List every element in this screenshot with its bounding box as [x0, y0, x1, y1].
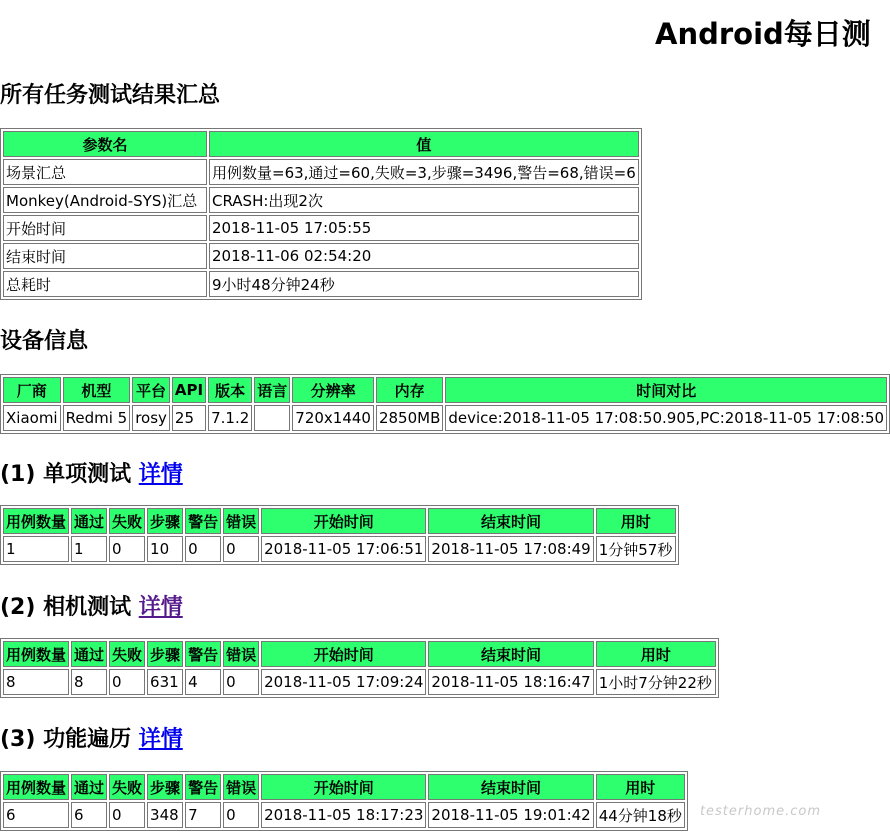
- column-header: 失败: [109, 774, 145, 800]
- column-header: 步骤: [147, 774, 183, 800]
- column-header: 参数名: [3, 131, 207, 157]
- table-header-row: [3, 377, 887, 403]
- resolution-cell: 720x1440: [292, 405, 374, 431]
- param-name-cell: 场景汇总: [3, 159, 207, 185]
- column-header: 错误: [223, 774, 259, 800]
- end-time-cell: 2018-11-05 18:16:47: [428, 669, 593, 695]
- passed-cell: 1: [71, 536, 107, 562]
- column-header: 结束时间: [428, 774, 593, 800]
- column-header: 用例数量: [3, 641, 69, 667]
- table-row: [3, 243, 639, 269]
- column-header: 通过: [71, 508, 107, 534]
- param-name-cell: Monkey(Android-SYS)汇总: [3, 187, 207, 213]
- table-row: [3, 405, 887, 431]
- case-count-cell: 1: [3, 536, 69, 562]
- column-header: 通过: [71, 641, 107, 667]
- column-header: 警告: [185, 508, 221, 534]
- column-header: 错误: [223, 641, 259, 667]
- column-header: 用时: [596, 774, 685, 800]
- task-heading: [0, 457, 183, 488]
- table-header-row: [3, 508, 676, 534]
- column-header: 开始时间: [261, 508, 426, 534]
- column-header: 分辨率: [292, 377, 374, 403]
- task-heading: [0, 590, 183, 621]
- column-header: 错误: [223, 508, 259, 534]
- page-title: Android每日测: [655, 17, 871, 51]
- column-header: 版本: [208, 377, 252, 403]
- end-time-cell: 2018-11-05 19:01:42: [428, 802, 593, 828]
- start-time-cell: 2018-11-05 17:06:51: [261, 536, 426, 562]
- memory-cell: 2850MB: [376, 405, 443, 431]
- column-header: 平台: [132, 377, 170, 403]
- version-cell: 7.1.2: [208, 405, 252, 431]
- warnings-cell: 7: [185, 802, 221, 828]
- device-table: [0, 374, 890, 434]
- api-cell: 25: [172, 405, 206, 431]
- param-name-cell: 总耗时: [3, 271, 207, 297]
- column-header: 警告: [185, 774, 221, 800]
- column-header: 警告: [185, 641, 221, 667]
- steps-cell: 10: [147, 536, 183, 562]
- column-header: 步骤: [147, 508, 183, 534]
- column-header: 厂商: [3, 377, 61, 403]
- task-heading: [0, 722, 183, 753]
- column-header: 开始时间: [261, 774, 426, 800]
- model-cell: Redmi 5: [63, 405, 131, 431]
- steps-cell: 631: [147, 669, 183, 695]
- table-header-row: [3, 774, 685, 800]
- duration-cell: 1分钟57秒: [596, 536, 676, 562]
- column-header: 用例数量: [3, 508, 69, 534]
- table-row: [3, 802, 685, 828]
- column-header: 内存: [376, 377, 443, 403]
- table-header-row: [3, 641, 716, 667]
- start-time-cell: 2018-11-05 18:17:23: [261, 802, 426, 828]
- column-header: 用时: [596, 508, 676, 534]
- warnings-cell: 0: [185, 536, 221, 562]
- param-value-cell: CRASH:出现2次: [209, 187, 639, 213]
- time-compare-cell: device:2018-11-05 17:08:50.905,PC:2018-11-05 17:08:50: [445, 405, 887, 431]
- passed-cell: 8: [71, 669, 107, 695]
- table-header-row: [3, 131, 639, 157]
- errors-cell: 0: [223, 536, 259, 562]
- platform-cell: rosy: [132, 405, 170, 431]
- case-count-cell: 8: [3, 669, 69, 695]
- details-link[interactable]: 详情: [138, 727, 183, 752]
- details-link[interactable]: 详情: [138, 462, 183, 487]
- task-title: (3) 功能遍历: [0, 727, 132, 752]
- passed-cell: 6: [71, 802, 107, 828]
- task-result-table: [0, 771, 688, 831]
- table-row: [3, 187, 639, 213]
- vendor-cell: Xiaomi: [3, 405, 61, 431]
- task-result-table: [0, 505, 679, 565]
- column-header: 结束时间: [428, 508, 593, 534]
- column-header: 用时: [596, 641, 716, 667]
- param-name-cell: 开始时间: [3, 215, 207, 241]
- column-header: 时间对比: [445, 377, 887, 403]
- column-header: 结束时间: [428, 641, 593, 667]
- column-header: 语言: [254, 377, 290, 403]
- column-header: 失败: [109, 641, 145, 667]
- task-title: (2) 相机测试: [0, 595, 132, 620]
- param-value-cell: 用例数量=63,通过=60,失败=3,步骤=3496,警告=68,错误=6: [209, 159, 639, 185]
- steps-cell: 348: [147, 802, 183, 828]
- table-row: [3, 159, 639, 185]
- warnings-cell: 4: [185, 669, 221, 695]
- column-header: 用例数量: [3, 774, 69, 800]
- watermark: testerhome.com: [699, 804, 821, 819]
- summary-heading: 所有任务测试结果汇总: [0, 83, 221, 108]
- column-header: 开始时间: [261, 641, 426, 667]
- param-value-cell: 2018-11-05 17:05:55: [209, 215, 639, 241]
- column-header: 值: [209, 131, 639, 157]
- column-header: 机型: [63, 377, 131, 403]
- case-count-cell: 6: [3, 802, 69, 828]
- start-time-cell: 2018-11-05 17:09:24: [261, 669, 426, 695]
- param-name-cell: 结束时间: [3, 243, 207, 269]
- task-result-table: [0, 638, 719, 698]
- end-time-cell: 2018-11-05 17:08:49: [428, 536, 593, 562]
- errors-cell: 0: [223, 802, 259, 828]
- table-row: [3, 215, 639, 241]
- details-link[interactable]: 详情: [138, 595, 183, 620]
- failed-cell: 0: [109, 802, 145, 828]
- duration-cell: 44分钟18秒: [596, 802, 685, 828]
- language-cell: [254, 405, 290, 431]
- table-row: [3, 536, 676, 562]
- column-header: API: [172, 377, 206, 403]
- failed-cell: 0: [109, 536, 145, 562]
- summary-table: [0, 128, 642, 300]
- failed-cell: 0: [109, 669, 145, 695]
- column-header: 通过: [71, 774, 107, 800]
- table-row: [3, 669, 716, 695]
- device-heading: 设备信息: [0, 329, 89, 354]
- errors-cell: 0: [223, 669, 259, 695]
- column-header: 步骤: [147, 641, 183, 667]
- table-row: [3, 271, 639, 297]
- column-header: 失败: [109, 508, 145, 534]
- param-value-cell: 9小时48分钟24秒: [209, 271, 639, 297]
- param-value-cell: 2018-11-06 02:54:20: [209, 243, 639, 269]
- task-title: (1) 单项测试: [0, 462, 132, 487]
- duration-cell: 1小时7分钟22秒: [596, 669, 716, 695]
